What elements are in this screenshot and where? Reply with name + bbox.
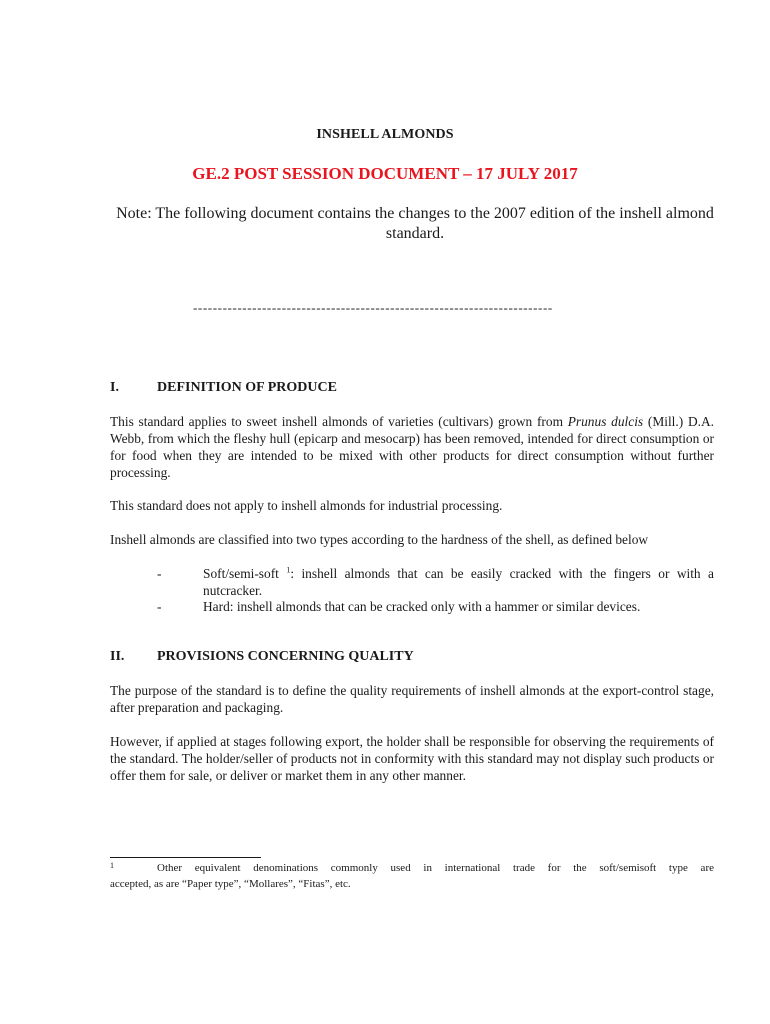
section-number: II. — [110, 649, 125, 664]
footnote-separator — [110, 857, 261, 858]
footnote-line: Other equivalent denominations commonly used in international trade for the soft/semisoft type are — [157, 862, 714, 874]
definition-paragraph: This standard applies to sweet inshell almonds of varieties (cultivars) grown from Prunus dulcis (Mill.) D.A. Webb, from which the fleshy hull (epicarp and mesocarp) has been removed, intended for direct consumption or for food when they are intended to be mixed with other products for direct consumption without further processing. — [110, 414, 714, 480]
list-dash: - — [157, 566, 162, 581]
section-number: I. — [110, 380, 119, 395]
list-dash: - — [157, 599, 162, 614]
document-title: INSHELL ALMONDS — [316, 127, 454, 142]
list-item-soft-type — [110, 565, 714, 599]
section-title: DEFINITION OF PRODUCE — [157, 380, 337, 395]
classification-paragraph: Inshell almonds are classified into two types according to the hardness of the shell, as defined below — [110, 532, 649, 547]
footnote-marker: 1 — [110, 861, 114, 870]
purpose-paragraph: The purpose of the standard is to define the quality requirements of inshell almonds at the export-control stage, after preparation and packaging. — [110, 683, 714, 715]
section-title: PROVISIONS CONCERNING QUALITY — [157, 649, 414, 664]
revision-note: Note: The following document contains the changes to the 2007 edition of the inshell almond standard. — [116, 205, 714, 242]
dashed-divider: ------------------------------------------------------------------------- — [193, 300, 553, 315]
session-document-subtitle: GE.2 POST SESSION DOCUMENT – 17 JULY 2017 — [192, 164, 578, 183]
list-item-text: Soft/semi-soft $^1$: inshell almonds that can be easily cracked with the fingers or with a nutcracker. — [203, 565, 714, 598]
footnote-reference[interactable]: 1 — [286, 565, 291, 575]
responsibility-paragraph: However, if applied at stages following export, the holder shall be responsible for observing the requirements of the standard. The holder/seller of products not in conformity with this standard may not display such products or offer them for sale, or deliver or market them in any other manner. — [110, 734, 714, 783]
footnote-line: accepted, as are “Paper type”, “Mollares”, “Fitas”, etc. — [110, 878, 351, 890]
list-item-text: Hard: inshell almonds that can be cracked only with a hammer or similar devices. — [203, 599, 641, 614]
list-item-hard-type — [110, 598, 714, 615]
exclusion-paragraph: This standard does not apply to inshell almonds for industrial processing. — [110, 498, 503, 513]
botanical-name: Prunus dulcis — [567, 414, 644, 429]
footnote — [110, 860, 714, 892]
